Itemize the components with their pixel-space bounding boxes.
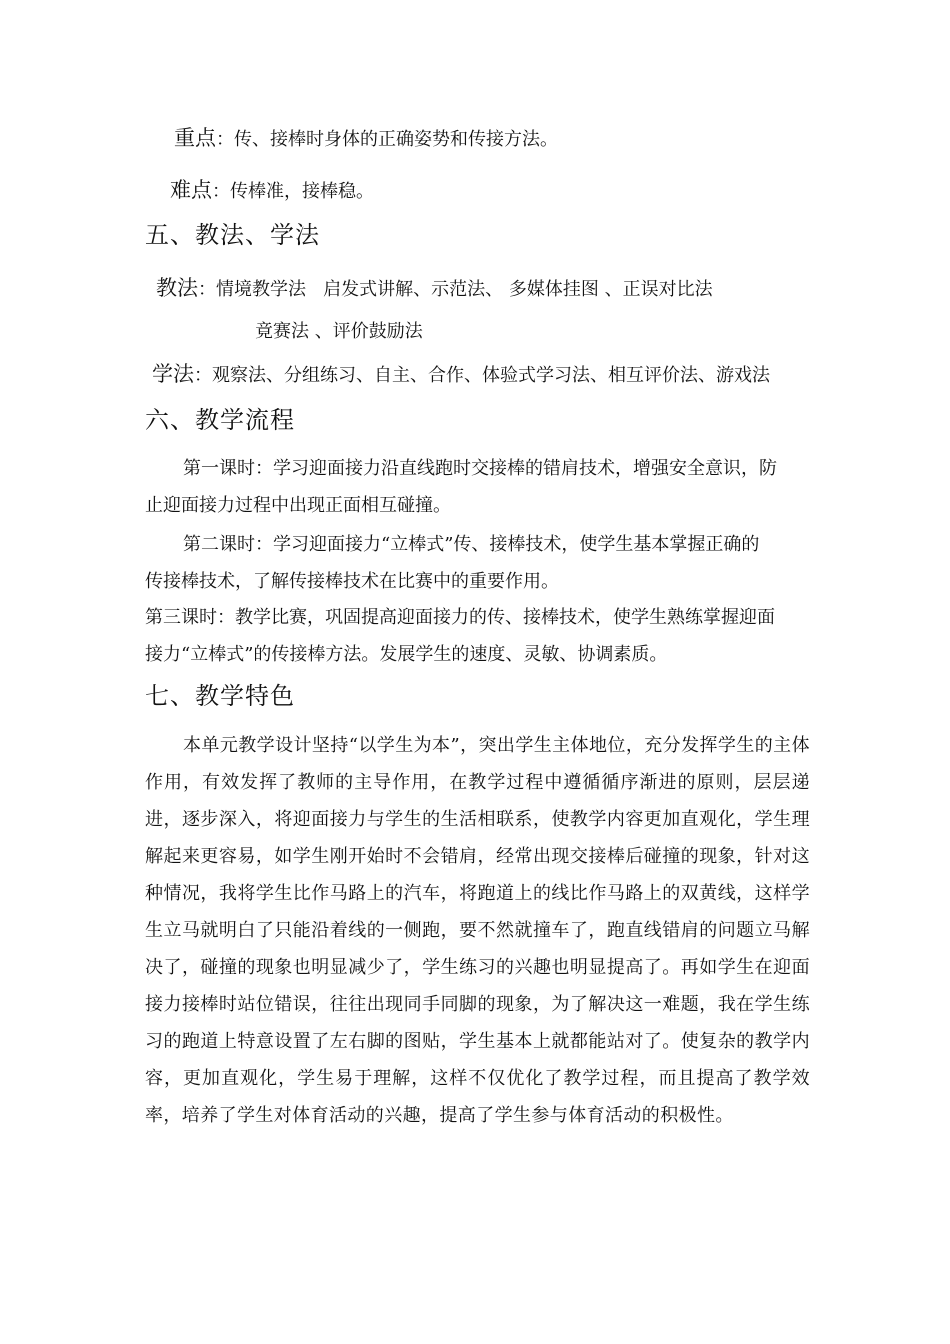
focus-label: 重点 (174, 126, 216, 150)
difficulty-line (170, 178, 374, 204)
focus-text: ：传、接棒时身体的正确姿势和传接方法。 (216, 129, 558, 150)
lesson1-line1: 第一课时：学习迎面接力沿直线跑时交接棒的错肩技术，增强安全意识，防 (183, 458, 777, 479)
lesson3-line1: 第三课时：教学比赛，巩固提高迎面接力的传、接棒技术，使学生熟练掌握迎面 (145, 607, 775, 628)
teaching-method-label: 教法 (156, 276, 198, 300)
features-paragraph: 本单元教学设计坚持“以学生为本”，突出学生主体地位，充分发挥学生的主体作用，有效发挥了教师的主导作用，在教学过程中遵循循序渐进的原则，层层递进，逐步深入，将迎面接力与学生的生活相联系，使教学内容更加直观化，学生理解起来更容易，如学生刚开始时不会错肩，经常出现交接棒后碰撞的现象，针对这种情况，我将学生比作马路上的汽车，将跑道上的线比作马路上的双黄线，这样学生立马就明白了只能沿着线的一侧跑，要不然就撞车了，跑直线错肩的问题立马解决了，碰撞的现象也明显减少了，学生练习的兴趣也明显提高了。再如学生在迎面接力接棒时站位错误，往往出现同手同脚的现象，为了解决这一难题，我在学生练习的跑道上特意设置了左右脚的图贴，学生基本上就都能站对了。使复杂的教学内容，更加直观化，学生易于理解，这样不仅优化了教学过程，而且提高了教学效率，培养了学生对体育活动的兴趣，提高了学生参与体育活动的积极性。 (145, 735, 810, 1126)
learning-method-label: 学法 (152, 362, 194, 386)
learning-method-line (152, 362, 770, 388)
lesson1-line2: 止迎面接力过程中出现正面相互碰撞。 (145, 495, 451, 516)
teaching-method-line (156, 276, 713, 302)
teaching-method-text: ：情境教学法 启发式讲解、示范法、 多媒体挂图 、正误对比法 (198, 279, 713, 300)
lesson2-line2: 传接棒技术，了解传接棒技术在比赛中的重要作用。 (145, 571, 559, 592)
lesson2-line1: 第二课时：学习迎面接力“立棒式”传、接棒技术，使学生基本掌握正确的 (183, 534, 760, 555)
difficulty-text: ：传棒准，接棒稳。 (212, 181, 374, 202)
difficulty-label: 难点 (170, 178, 212, 202)
lesson3-line2: 接力“立棒式”的传接棒方法。发展学生的速度、灵敏、协调素质。 (145, 644, 668, 665)
section6-heading: 六、教学流程 (145, 406, 295, 434)
section5-heading: 五、教法、学法 (145, 221, 320, 249)
teaching-method-continued: 竟赛法 、评价鼓励法 (255, 321, 423, 342)
focus-line (174, 126, 558, 152)
section7-heading: 七、教学特色 (145, 682, 295, 710)
learning-method-text: ：观察法、分组练习、自主、合作、体验式学习法、相互评价法、游戏法 (194, 365, 770, 386)
